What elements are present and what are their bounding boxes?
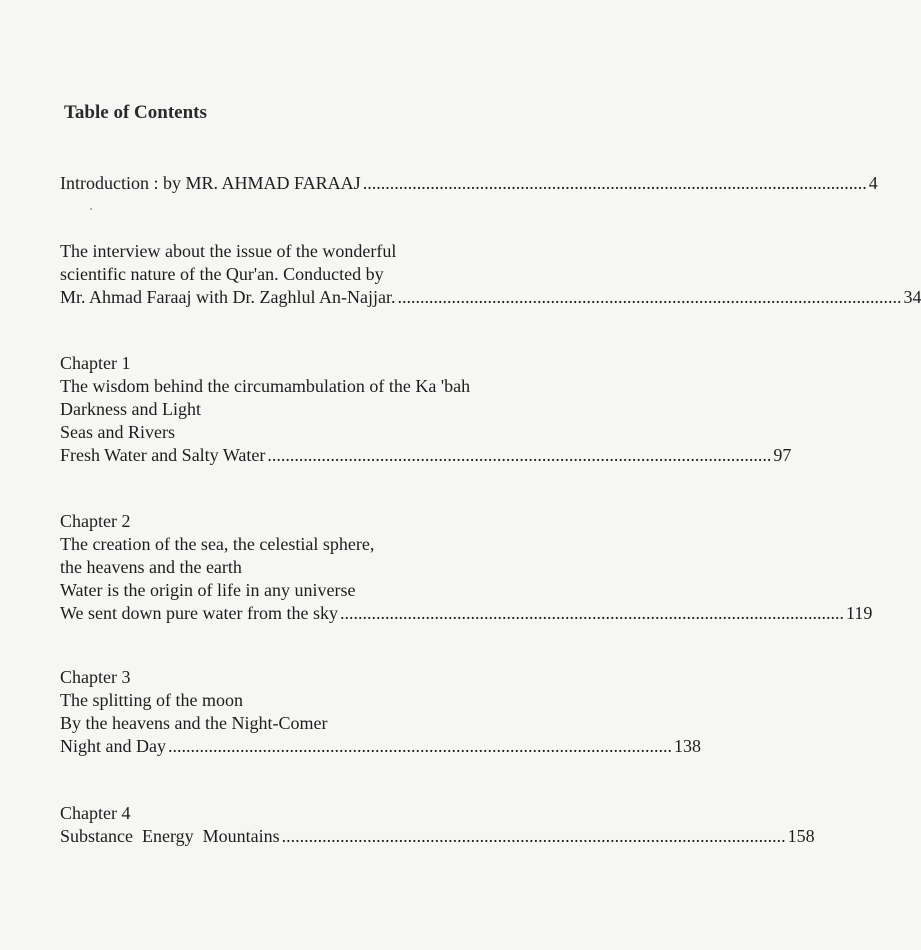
toc-line: the heavens and the earth: [60, 557, 242, 577]
page-number: 158: [787, 826, 815, 846]
toc-entry-chapter-3: [60, 735, 701, 758]
toc-section-interview: [60, 240, 921, 309]
toc-section-chapter-1: [60, 352, 792, 467]
leader-dots: ................................................................................................................: [362, 173, 867, 193]
leader-dots: ................................................................................................................: [281, 826, 786, 846]
toc-entry-interview: [60, 286, 921, 309]
page-number: 4: [868, 173, 878, 193]
toc-entry-text: We sent down pure water from the sky: [60, 603, 338, 623]
page-number: 119: [845, 603, 873, 623]
toc-entry-text: Night and Day: [60, 736, 166, 756]
toc-section-introduction: [60, 172, 878, 195]
toc-entry-introduction: [60, 172, 878, 195]
toc-entry-text: Substance Energy Mountains: [60, 826, 280, 846]
toc-line: The interview about the issue of the wonderful: [60, 241, 397, 261]
chapter-heading: Chapter 3: [60, 667, 131, 687]
toc-entry-chapter-2: [60, 602, 873, 625]
page-number: 34: [903, 287, 921, 307]
toc-entry-text: Fresh Water and Salty Water: [60, 445, 266, 465]
toc-line: By the heavens and the Night-Comer: [60, 713, 328, 733]
toc-entry-chapter-1: [60, 444, 792, 467]
toc-section-chapter-4: [60, 802, 815, 848]
toc-section-chapter-2: [60, 510, 873, 625]
leader-dots: ................................................................................................................: [267, 445, 772, 465]
toc-line: Darkness and Light: [60, 399, 201, 419]
toc-line: The splitting of the moon: [60, 690, 243, 710]
toc-section-chapter-3: [60, 666, 701, 758]
toc-line: Water is the origin of life in any universe: [60, 580, 356, 600]
chapter-heading: Chapter 2: [60, 511, 131, 531]
page-title: Table of Contents: [64, 102, 207, 123]
leader-dots: ................................................................................................................: [167, 736, 672, 756]
page-number: 138: [673, 736, 701, 756]
toc-line: scientific nature of the Qur'an. Conducted by: [60, 264, 384, 284]
paper-speck: [90, 208, 92, 210]
chapter-heading: Chapter 1: [60, 353, 131, 373]
toc-entry-text: Mr. Ahmad Faraaj with Dr. Zaghlul An-Najjar.: [60, 287, 396, 307]
leader-dots: ................................................................................................................: [397, 287, 902, 307]
toc-line: The wisdom behind the circumambulation of the Ka 'bah: [60, 376, 471, 396]
toc-line: The creation of the sea, the celestial sphere,: [60, 534, 375, 554]
toc-entry-chapter-4: [60, 825, 815, 848]
page-number: 97: [773, 445, 792, 465]
leader-dots: ................................................................................................................: [339, 603, 844, 623]
toc-entry-text: Introduction : by MR. AHMAD FARAAJ: [60, 173, 361, 193]
chapter-heading: Chapter 4: [60, 803, 131, 823]
toc-line: Seas and Rivers: [60, 422, 175, 442]
